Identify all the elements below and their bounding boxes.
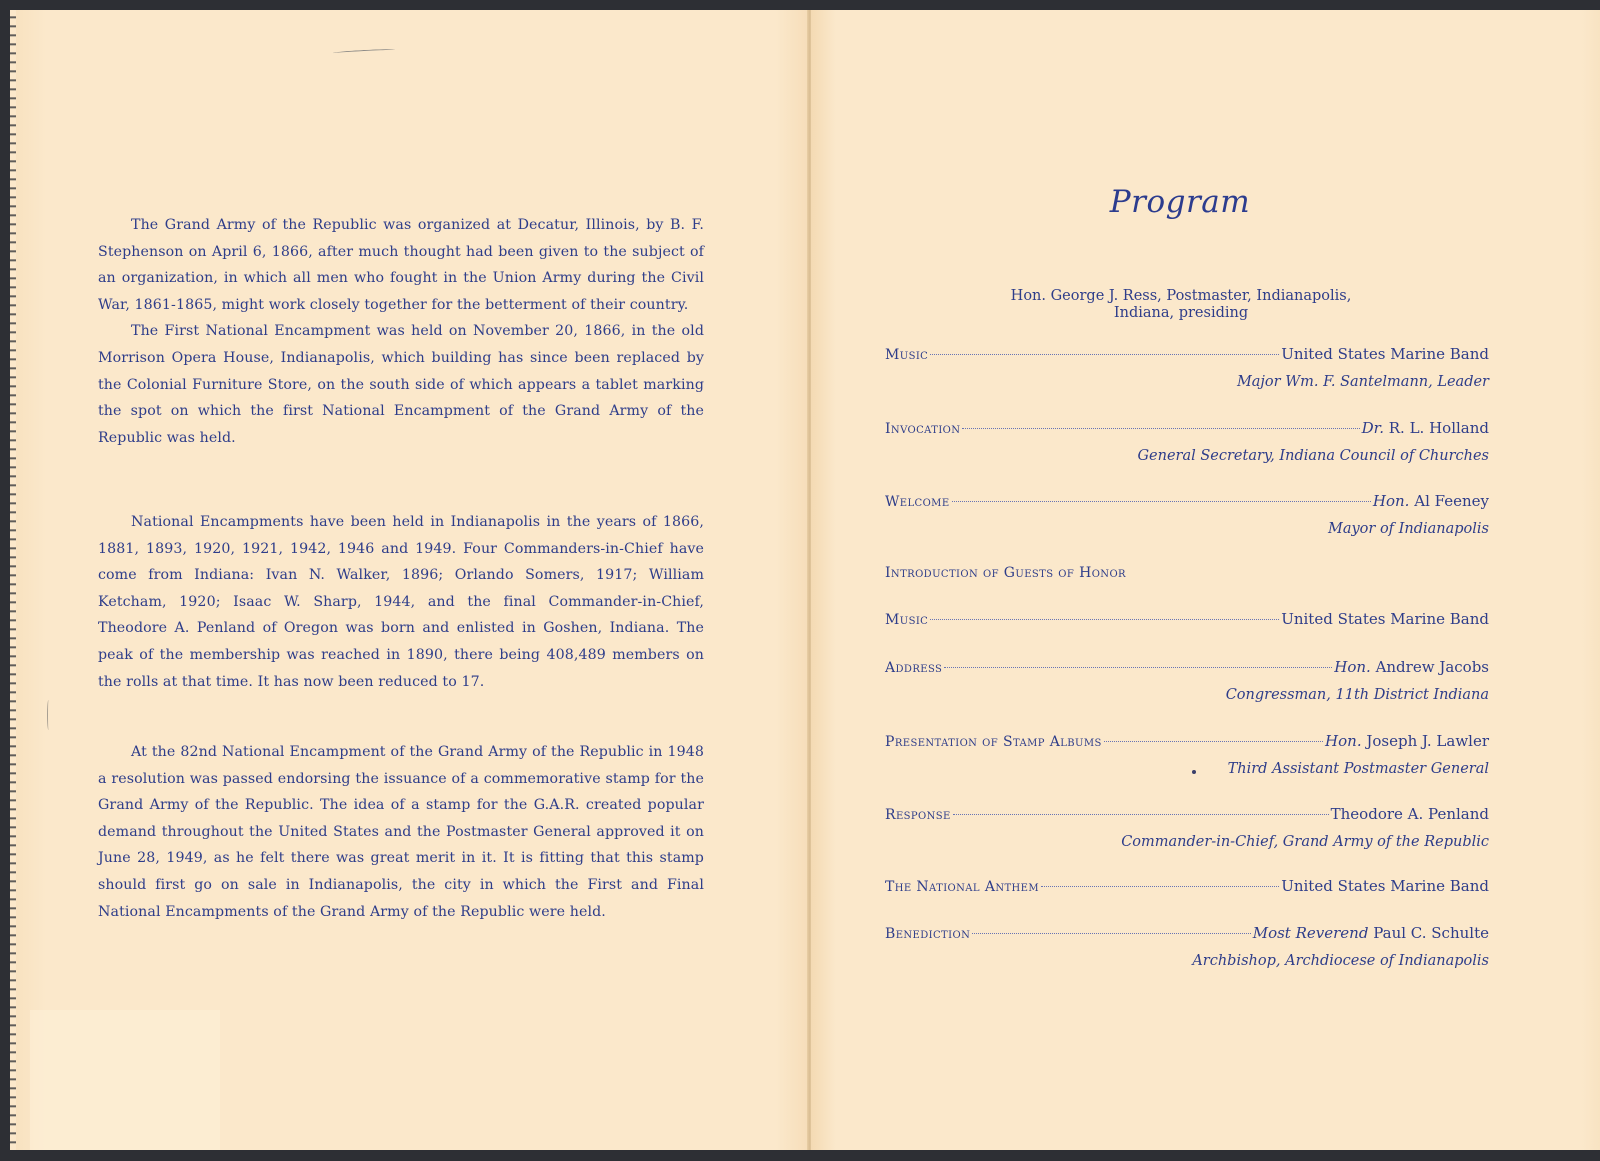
entry-label: Benediction xyxy=(885,926,971,942)
entry-performer: United States Marine Band xyxy=(1281,345,1489,363)
entry-performer: Hon. Joseph J. Lawler xyxy=(1325,732,1489,750)
entry-label: Music xyxy=(885,612,929,628)
entry-subtitle: Archbishop, Archdiocese of Indianapolis xyxy=(1192,953,1489,969)
entry-performer: Most Reverend Paul C. Schulte xyxy=(1252,924,1489,942)
entry-label: Invocation xyxy=(885,421,961,437)
entry-performer: Dr. R. L. Holland xyxy=(1361,419,1489,437)
history-block-1 xyxy=(98,212,704,451)
entry-performer: United States Marine Band xyxy=(1281,877,1489,895)
entry-label: Welcome xyxy=(885,494,950,510)
program-entry-invocation xyxy=(885,419,1489,467)
entry-subtitle: Major Wm. F. Santelmann, Leader xyxy=(1236,374,1489,390)
paragraph-stamp: At the 82nd National Encampment of the Grand Army of the Republic in 1948 a resolution was passed endorsing the issuance of a commemorative stamp for the Grand Army of the Republic. The idea of a stamp for the G.A.R. created popular demand throughout the United States and the Postmaster General approved it on June 28, 1949, as he felt there was great merit in it. It is fitting that this stamp should first go on sale in Indianapolis, the city in which the First and Final National Encampments of the Grand Army of the Republic were held. xyxy=(98,744,704,920)
leader-dots xyxy=(952,501,1371,502)
program-entry-introduction xyxy=(885,565,1489,587)
leader-dots xyxy=(944,667,1332,668)
entry-label: Response xyxy=(885,807,951,823)
leader-dots xyxy=(962,428,1359,429)
margin-mark xyxy=(47,700,50,730)
leader-dots xyxy=(1104,741,1323,742)
presiding-note xyxy=(1000,288,1362,322)
entry-label: Presentation of Stamp Albums xyxy=(885,734,1102,750)
program-entry-welcome xyxy=(885,492,1489,540)
leader-dots xyxy=(953,814,1329,815)
leader-dots xyxy=(930,354,1279,355)
entry-subtitle: Mayor of Indianapolis xyxy=(1327,521,1489,537)
program-entry-benediction xyxy=(885,924,1489,972)
history-block-3 xyxy=(98,739,704,925)
leader-dots xyxy=(930,619,1279,620)
entry-performer: Hon. Andrew Jacobs xyxy=(1334,658,1489,676)
entry-performer: United States Marine Band xyxy=(1281,610,1489,628)
program-entry-music-2 xyxy=(885,610,1489,632)
entry-subtitle: Third Assistant Postmaster General xyxy=(1227,761,1489,777)
program-entry-address xyxy=(885,658,1489,706)
entry-label: Introduction of Guests of Honor xyxy=(885,565,1126,581)
entry-performer: Hon. Al Feeney xyxy=(1372,492,1489,510)
presiding-line-2: Indiana, presiding xyxy=(1113,305,1249,321)
entry-subtitle: Congressman, 11th District Indiana xyxy=(1225,687,1489,703)
paragraph-encampments: National Encampments have been held in Indianapolis in the years of 1866, 1881, 1893, 1920, 1921, 1942, 1946 and 1949. Four Commanders-in-Chief have come from Indiana: Ivan N. Walker, 1896; Orlando Somers, 1917; William Ketcham, 1920; Isaac W. Sharp, 1944, and the final Commander-in-Chief, Theodore A. Penland of Oregon was born and enlisted in Goshen, Indiana. The peak of the membership was reached in 1890, there being 408,489 members on the rolls at that time. It has now been reduced to 17. xyxy=(98,514,704,690)
entry-label: Music xyxy=(885,347,929,363)
paragraph-first-encampment: The First National Encampment was held on November 20, 1866, in the old Morrison Opera House, Indianapolis, which building has since been replaced by the Colonial Furniture Store, on the south side of which appears a tablet marking the spot on which the first National Encampment of the Grand Army of the Republic was held. xyxy=(98,323,704,446)
program-entry-presentation xyxy=(885,732,1489,780)
program-entry-music-1 xyxy=(885,345,1489,393)
program-title: Program xyxy=(1109,184,1251,220)
presiding-line-1: Hon. George J. Ress, Postmaster, Indianapolis, xyxy=(1010,288,1352,304)
paragraph-organization: The Grand Army of the Republic was organized at Decatur, Illinois, by B. F. Stephenson on April 6, 1866, after much thought had been given to the subject of an organization, in which all men who fought in the Union Army during the Civil War, 1861-1865, might work closely together for the betterment of their country. xyxy=(98,217,704,313)
ink-speck xyxy=(1192,770,1196,774)
entry-label: The National Anthem xyxy=(885,879,1040,895)
faded-corner xyxy=(30,1010,220,1150)
program-entry-anthem xyxy=(885,877,1489,899)
entry-label: Address xyxy=(885,660,943,676)
program-entry-response xyxy=(885,805,1489,853)
entry-subtitle: General Secretary, Indiana Council of Churches xyxy=(1137,448,1489,464)
leader-dots xyxy=(972,933,1250,934)
leader-dots xyxy=(1041,886,1279,887)
history-block-2 xyxy=(98,509,704,695)
entry-performer: Theodore A. Penland xyxy=(1330,805,1489,823)
entry-subtitle: Commander-in-Chief, Grand Army of the Republic xyxy=(1121,834,1489,850)
